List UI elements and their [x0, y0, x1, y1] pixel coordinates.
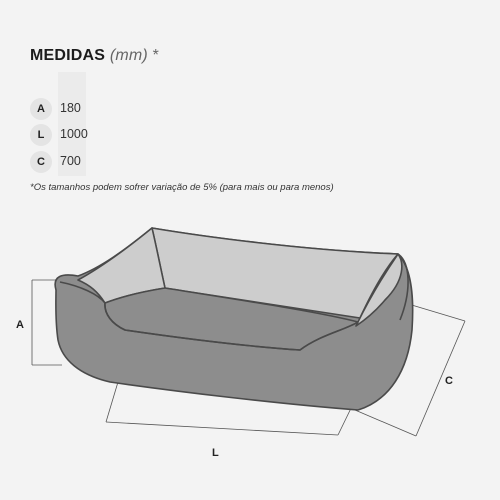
dimension-tick-l-left: [106, 382, 118, 422]
dimension-badge: A: [30, 98, 52, 120]
dimension-tick-c-top: [405, 303, 465, 321]
dimension-value: 1000: [60, 127, 88, 141]
dimension-line-c: [416, 321, 465, 436]
dimension-label-a: A: [16, 319, 24, 331]
dimension-tick-c-bottom: [355, 410, 416, 436]
dimension-value: 700: [60, 154, 81, 168]
dimension-label-l: L: [212, 447, 219, 459]
title-main: MEDIDAS: [30, 47, 106, 64]
title-unit: (mm): [109, 47, 148, 64]
dimension-value: 180: [60, 101, 81, 115]
title-star: *: [152, 47, 160, 64]
dimension-label-c: C: [445, 375, 453, 387]
dimension-line-l: [106, 422, 338, 435]
size-variation-note: *Os tamanhos podem sofrer variação de 5% (para mais ou para menos): [30, 182, 334, 193]
pet-bed: [55, 228, 413, 410]
dimension-badge: L: [30, 124, 52, 146]
dimension-badge: C: [30, 151, 52, 173]
